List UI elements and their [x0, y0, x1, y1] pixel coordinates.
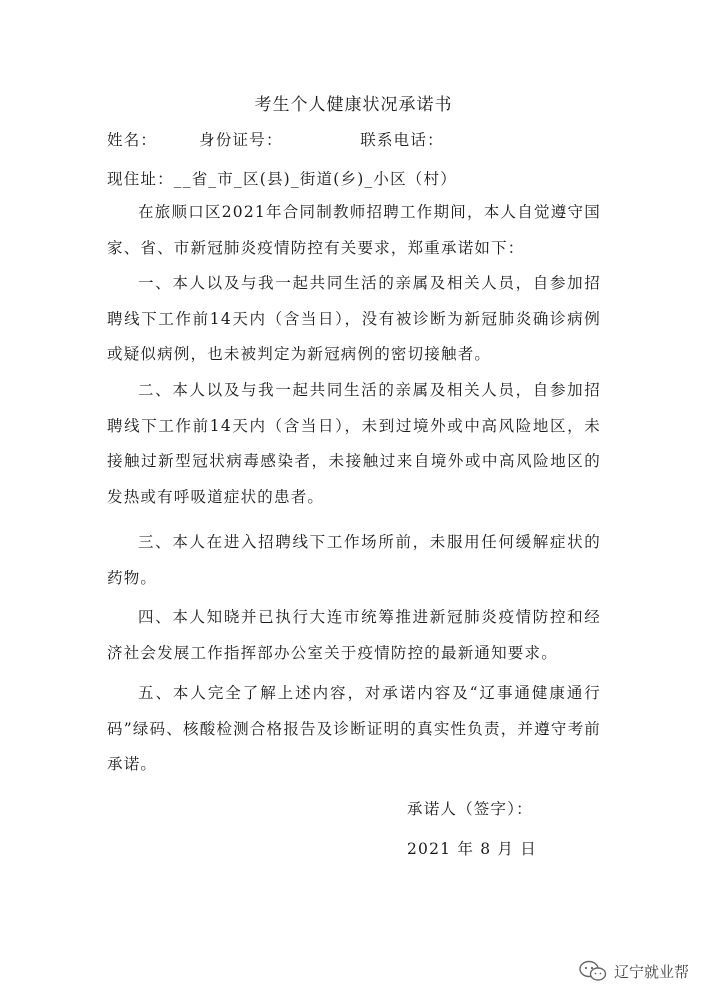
commitment-1: 一、本人以及与我一起共同生活的亲属及相关人员，自参加招聘线下工作前14天内（含当日），没有被诊断为新冠肺炎确诊病例或疑似病例，也未被判定为新冠病例的密切接触者。 [107, 274, 601, 363]
commitment-4: 四、本人知晓并已执行大连市统筹推进新冠肺炎疫情防控和经济社会发展工作指挥部办公室关于疫情防控的最新通知要求。 [107, 608, 601, 662]
id-field-label: 身份证号： [199, 131, 283, 149]
date-line: 2021 年 8 月 日 [407, 840, 537, 858]
name-field-label: 姓名： [107, 131, 158, 149]
watermark-text: 辽宁就业帮 [613, 962, 689, 981]
commitment-5: 五、本人完全了解上述内容，对承诺内容及“辽事通健康通行码”绿码、核酸检测合格报告及诊断证明的真实性负责，并遵守考前承诺。 [107, 684, 601, 773]
address-line: 现住址：__省_市_区(县)_街道(乡)_小区（村） [107, 170, 457, 188]
personal-info-fields [107, 128, 444, 150]
signature-line: 承诺人（签字）： [407, 800, 533, 818]
commitment-3: 三、本人在进入招聘线下工作场所前，未服用任何缓解症状的药物。 [107, 533, 601, 587]
watermark [578, 960, 689, 982]
commitment-2: 二、本人以及与我一起共同生活的亲属及相关人员，自参加招聘线下工作前14天内（含当日），未到过境外或中高风险地区，未接触过新型冠状病毒感染者，未接触过来自境外或中高风险地区的发热或有呼吸道症状的患者。 [107, 381, 601, 506]
document-title: 考生个人健康状况承诺书 [254, 95, 453, 115]
wechat-icon [578, 960, 608, 982]
intro-paragraph: 在旅顺口区2021年合同制教师招聘工作期间，本人自觉遵守国家、省、市新冠肺炎疫情防控有关要求，郑重承诺如下： [107, 203, 601, 257]
phone-field-label: 联系电话： [360, 131, 444, 149]
